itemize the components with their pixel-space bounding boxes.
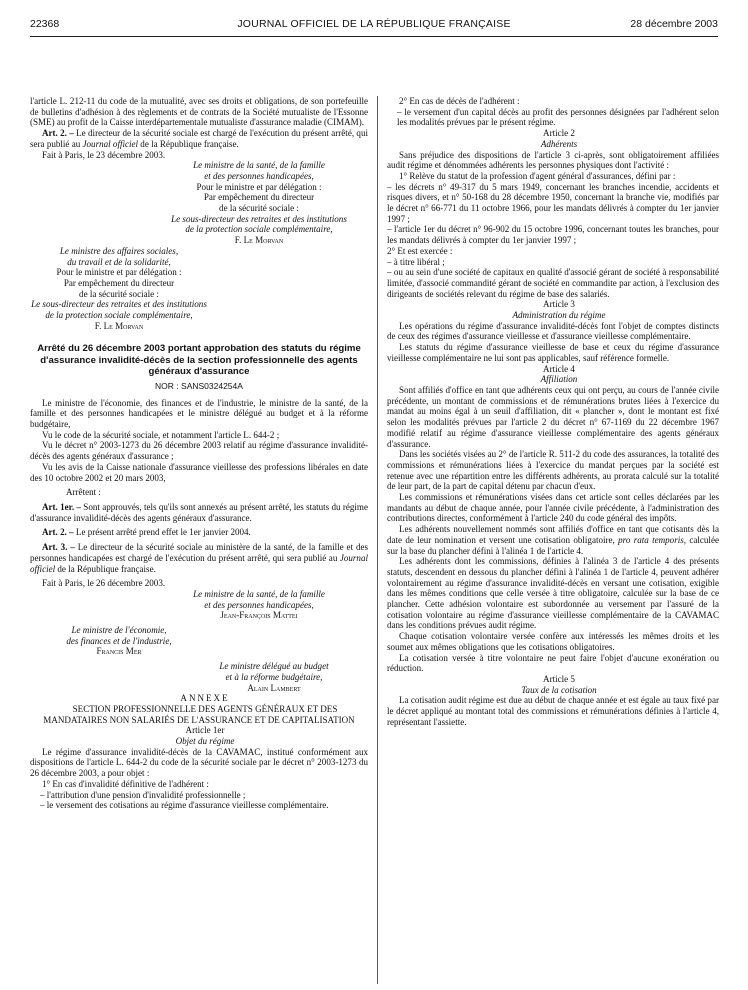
article-2: Art. 2. – Le présent arrêté prend effet le 1er janvier 2004. — [42, 527, 251, 538]
visa-2: Vu le code de la sécurité sociale, et notamment l'article L. 644-2 ; — [42, 429, 280, 440]
article-3-heading: Article 3 — [543, 299, 575, 310]
article-2-p1: Sans préjudice des dispositions de l'article 3 ci-après, sont obligatoirement affiliées audit régime et dénommées adhérents les personnes physiques dont l'activité : — [387, 149, 719, 171]
signature-block-4: Le ministre de l'économie, des finances et de l'industrie, Francis Mer — [66, 625, 172, 657]
article-5-p1: La cotisation audit régime est due au début de chaque année et est égale au taux fixé par le décret appliqué au montant total des commissions et rémunérations définies à l'article 4, représentant l'assiette. — [387, 695, 719, 727]
article-2-subtitle: Adhérents — [540, 138, 578, 149]
left-column — [30, 96, 368, 811]
visa-1: Le ministre de l'économie, des finances et de l'industrie, le ministre de la santé, de la famille et des personnes handicapées et le ministre délégué au budget et à la réforme budgétaire, — [30, 397, 368, 430]
article-2-dash-2: – l'article 1er du décret n° 96-902 du 15 octobre 1996, concernant toutes les branches, pour les mandats délivrés à compter du 1er janvier 1997 ; — [387, 224, 719, 246]
article-1-subtitle: Objet du régime — [175, 736, 235, 747]
arretent: Arrêtent : — [66, 487, 101, 498]
article-2-heading: Article 2 — [543, 128, 575, 139]
article-5-subtitle: Taux de la cotisation — [521, 684, 597, 695]
article-2-p3: 2° Et est exercée : — [387, 245, 453, 256]
visa-4: Vu les avis de la Caisse nationale d'assurance vieillesse des professions libérales en date des 10 octobre 2002 et 20 mars 2003, — [30, 461, 368, 483]
journal-title: JOURNAL OFFICIEL DE LA RÉPUBLIQUE FRANÇAISE — [237, 18, 511, 30]
article-2-dash-3: – à titre libéral ; — [387, 256, 445, 267]
article-5-heading: Article 5 — [543, 673, 575, 684]
fait-a-paris-2: Fait à Paris, le 26 décembre 2003. — [42, 578, 166, 589]
article-2-dash-4: – ou au sein d'une société de capitaux en qualité d'associé gérant de société à responsabilité limitée, d'associé commandité gérant de société en commandite par action, à l'exclusion des dirigeants de sociétés relevant du régime de base des salariés. — [387, 267, 719, 299]
signature-block-5: Le ministre délégué au budget et à la réforme budgétaire, Alain Lambert — [219, 661, 329, 693]
article-4-p2: Dans les sociétés visées au 2° de l'article R. 511-2 du code des assurances, la totalité des commissions et rémunérations liées à l'exercice du mandat perçues par la société est retenue avec une répartition entre les différents adhérents, au prorata calculé sur la totalité de leur part, de la part de capital détenu par chacun d'eux. — [387, 449, 719, 492]
section-heading: SECTION PROFESSIONNELLE DES AGENTS GÉNÉRAUX ET DES MANDATAIRES NON SALARIÉS DE L'ASSURANCE ET DE CAPITALISATION — [43, 703, 355, 725]
article-2-dash-1: – les décrets n° 49-317 du 5 mars 1949, concernant les branches incendie, accidents et risques divers, et n° 50-168 du 28 décembre 1950, concernant la branche vie, modifiés par le décret n° 66-771 du 11 octobre 1966, pour les mandats délivrés à compter du 1er janvier 1997 ; — [387, 181, 719, 224]
visa-3: Vu le décret n° 2003-1273 du 26 décembre 2003 relatif au régime d'assurance invalidité-décès des agents généraux d'assurance ; — [30, 440, 368, 462]
article-4-subtitle: Affiliation — [540, 374, 578, 385]
intro-paragraph: l'article L. 212-11 du code de la mutualité, avec ses droits et obligations, de son portefeuille de bulletins d'adhésion à des règlements et de contrats de la Société mutualiste de l'Essonne (SME) au profit de la Caisse interdépartementale mutualiste d'assurance maladie (CIMAM). — [30, 96, 368, 128]
article-3-p1: Les opérations du régime d'assurance invalidité-décès font l'objet de comptes distincts de ceux des régimes d'assurance vieillesse et d'assurance vieillesse complémentaire. — [387, 320, 719, 342]
right-column — [387, 96, 719, 727]
article-4-p6: Chaque cotisation volontaire versée confère aux intéressés les mêmes droits et les soumet aux mêmes obligations que les cotisations obligatoires. — [387, 631, 719, 652]
annexe-heading: ANNEXE — [180, 693, 230, 704]
column-separator — [377, 96, 378, 984]
signature-block-3: Le ministre de la santé, de la famille et des personnes handicapées, Jean-François Mattei — [193, 588, 325, 621]
article-3-p2: Les statuts du régime d'assurance vieillesse de base et ceux du régime d'assurance vieillesse complémentaire ne lui sont pas applicables, sauf référence formelle. — [387, 342, 719, 363]
signature-block-1: Le ministre de la santé, de la famille et des personnes handicapées, Pour le ministre et par délégation : Par empêchement du directeur de la sécurité sociale : Le sous-directeur des retraites et des institutions de la protection sociale complémentaire, F. Le Morvan — [171, 160, 347, 246]
page-number: 22368 — [30, 18, 60, 30]
article-1-heading: Article 1er — [185, 725, 225, 736]
article-1: Art. 1er. – Sont approuvés, tels qu'ils sont annexés au présent arrêté, les statuts du régime d'assurance invalidité-décès des agents généraux d'assurance. — [30, 502, 368, 523]
article-3-subtitle: Administration du régime — [512, 310, 606, 321]
article-4-p5: Les adhérents dont les commissions, définies à l'alinéa 3 de l'article 4 des présents statuts, descendent en dessous du plancher défini à l'alinéa 1 de l'article 4, peuvent adhérer volontairement au régime d'assurance invalidité-décès en versant une cotisation, exigible dans les mêmes conditions que celle versée à titre obligatoire, calculée sur la base de ce plancher. Cette adhésion volontaire est subordonnée au versement par l'assuré de la cotisation volontaire au régime d'assurance vieillesse complémentaire de la CAVAMAC dans les conditions prévues audit régime. — [387, 556, 719, 631]
page-header — [30, 18, 718, 34]
article-4-p1: Sont affiliés d'office en tant que adhérents ceux qui ont perçu, au cours de l'année civile précédente, un montant de commissions et de rémunérations brutes liées à l'exercice du mandat au moins égal à un seuil d'affiliation, dit « plancher », dont le montant est fixé selon les modalités prévues par l'article 2 du décret n° 67-1169 du 22 décembre 1967 modifié relatif au régime d'assurance vieillesse complémentaire des agents généraux d'assurance. — [387, 384, 719, 449]
signature-block-2: Le ministre des affaires sociales, du travail et de la solidarité, Pour le ministre et par délégation : Par empêchement du directeur de la sécurité sociale : Le sous-directeur des retraites et des institutions de la protection sociale complémentaire, F. Le Morvan — [31, 245, 207, 331]
deces-dash: – le versement d'un capital décès au profit des personnes désignées par l'adhérent selon les modalités prévues par le présent régime. — [397, 106, 719, 128]
issue-date: 28 décembre 2003 — [630, 18, 718, 30]
nor-reference: NOR : SANS0324254A — [155, 380, 243, 391]
article-4-p7: La cotisation versée à titre volontaire ne peut faire l'objet d'aucune exonération ou réduction. — [387, 652, 719, 674]
header-rule — [30, 36, 718, 37]
article-2-paragraph: Art. 2. – Le directeur de la sécurité sociale est chargé de l'exécution du présent arrêté, qui sera publié au Journal officiel de la République française. — [30, 128, 368, 149]
article-3: Art. 3. – Le directeur de la sécurité sociale au ministère de la santé, de la famille et des personnes handicapées est chargé de l'exécution du présent arrêté, qui sera publié au Journal officiel de la République française. — [30, 542, 369, 574]
article-1-dash-2: – le versement des cotisations au régime d'assurance vieillesse complémentaire. — [40, 800, 329, 811]
article-4-p4: Les adhérents nouvellement nommés sont affiliés d'office en tant que cotisants dès la date de leur nomination et versent une cotisation obligatoire, pro rata temporis, calculée sur la base du plancher défini à l'alinéa 1 de l'article 4. — [387, 524, 719, 556]
article-4-p3: Les commissions et rémunérations visées dans cet article sont celles déclarées par les mandants au début de chaque année, pour l'année civile précédente, à l'administration des contributions directes, conformément à l'article 240 du code général des impôts. — [387, 492, 719, 524]
article-1-paragraph-2: 1° En cas d'invalidité définitive de l'adhérent : — [42, 778, 209, 789]
decree-title: Arrêté du 26 décembre 2003 portant approbation des statuts du régime d'assurance invalidité-décès de la section professionnelle des agents généraux d'assurance — [37, 343, 361, 378]
article-1-paragraph-1: Le régime d'assurance invalidité-décès de la CAVAMAC, institué conformément aux dispositions de l'article L. 644-2 du code de la sécurité sociale par le décret n° 2003-1273 du 26 décembre 2003, a pour objet : — [30, 746, 368, 779]
article-2-p2: 1° Relève du statut de la profession d'agent général d'assurances, défini par : — [399, 170, 676, 181]
fait-a-paris-1: Fait à Paris, le 23 décembre 2003. — [42, 149, 166, 160]
article-1-dash-1: – l'attribution d'une pension d'invalidité professionnelle ; — [40, 789, 246, 800]
article-4-heading: Article 4 — [543, 363, 575, 374]
deces-heading: 2° En cas de décès de l'adhérent : — [399, 96, 520, 106]
